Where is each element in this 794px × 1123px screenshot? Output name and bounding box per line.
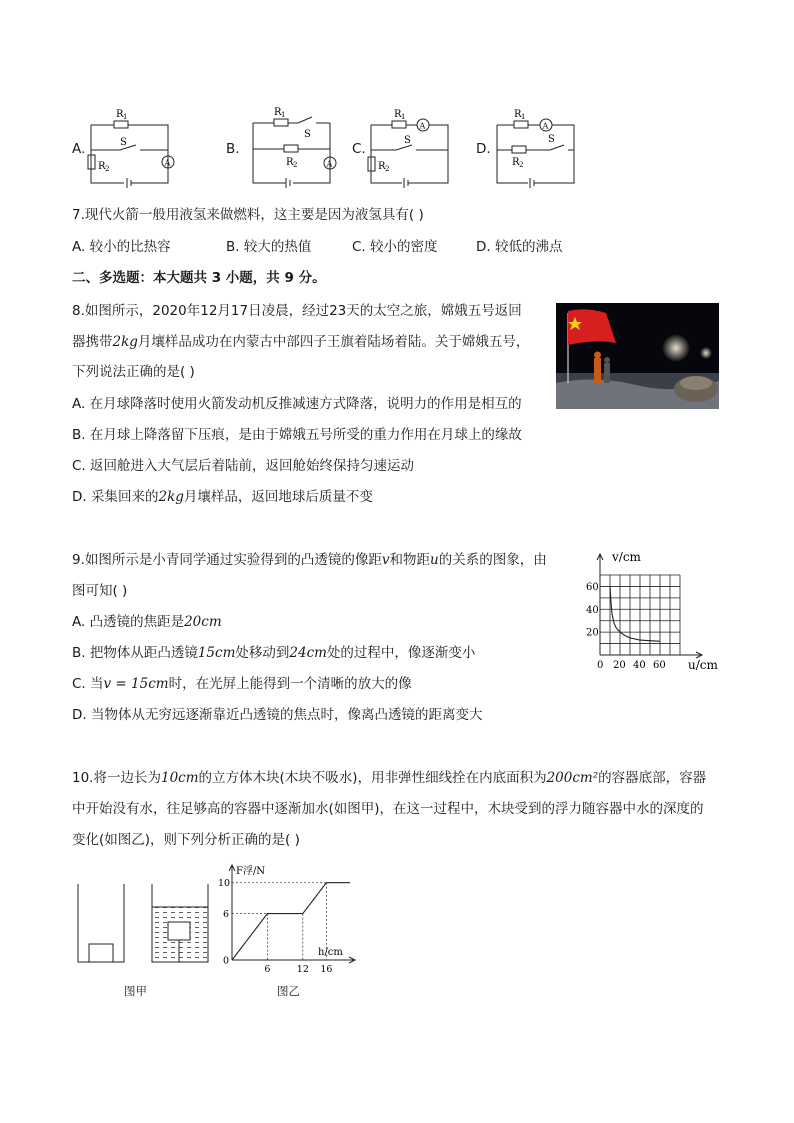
y-tick-label: 6	[223, 909, 230, 921]
circuit-a-label[interactable]: A.	[72, 141, 86, 157]
y-tick-label: 0	[223, 955, 230, 967]
x-tick-label: 6	[264, 964, 271, 972]
lens-ticks	[586, 582, 666, 671]
svg-text:2: 2	[105, 165, 110, 173]
svg-text:R: R	[514, 109, 522, 120]
q9-option-c[interactable]: C. 当v = 15cm时，在光屏上能得到一个清晰的放大的像	[72, 676, 412, 692]
circuit-b-label[interactable]: B.	[226, 141, 240, 157]
svg-text:1: 1	[401, 113, 406, 121]
q8-mass-value: 2kg	[112, 334, 138, 350]
q7-option-c[interactable]: C. 较小的密度	[352, 239, 438, 255]
figure-jia-caption: 图甲	[124, 984, 147, 998]
x-tick-label: 40	[633, 660, 646, 671]
q9-option-a[interactable]: A. 凸透镜的焦距是20cm	[72, 614, 222, 630]
q10-stem-line2: 中开始没有水，往足够高的容器中逐渐加水(如图甲)，在这一过程中，木块受到的浮力随容器中水的深度的	[72, 801, 704, 817]
circuit-b-diagram	[248, 105, 343, 190]
lens-chart	[578, 545, 728, 675]
x-tick-label: 16	[320, 964, 333, 972]
svg-text:R: R	[116, 109, 124, 120]
y-tick-label: 60	[586, 581, 599, 593]
x-tick-label: 12	[296, 964, 309, 972]
q7-option-b[interactable]: B. 较大的热值	[226, 239, 312, 255]
svg-text:S: S	[304, 129, 311, 140]
svg-text:A: A	[164, 158, 171, 168]
q9-option-b[interactable]: B. 把物体从距凸透镜15cm处移动到24cm处的过程中，像逐渐变小	[72, 645, 476, 661]
q7-option-d[interactable]: D. 较低的沸点	[476, 239, 563, 255]
svg-text:R: R	[274, 107, 282, 118]
lens-xlabel: u/cm	[688, 658, 718, 672]
buoy-guides	[232, 883, 326, 960]
svg-text:A: A	[542, 121, 549, 131]
svg-text:R: R	[394, 109, 402, 120]
q10-stem-line1: 10.将一边长为10cm的立方体木块(木块不吸水)，用非弹性细线拴在内底面积为200cm²的容器底部，容器	[72, 770, 707, 786]
buoy-ticks	[218, 878, 332, 972]
lens-axes	[597, 554, 702, 658]
container-figure	[74, 880, 214, 970]
svg-text:S: S	[120, 137, 127, 148]
section-heading: 二、多选题：本大题共 3 小题，共 9 分。	[72, 270, 326, 286]
q9-option-d: D. 当物体从无穷远逐渐靠近凸透镜的焦点时，像离凸透镜的距离变大	[72, 707, 483, 723]
lens-curve	[610, 586, 660, 641]
svg-text:R: R	[378, 161, 386, 172]
circuit-d-label[interactable]: D.	[476, 141, 491, 157]
y-tick-label: 20	[586, 627, 599, 639]
svg-text:R: R	[286, 157, 294, 168]
x-tick-label: 20	[613, 660, 626, 671]
q7-stem: 7.现代火箭一般用液氢来做燃料，这主要是因为液氢具有( )	[72, 207, 424, 223]
svg-text:A: A	[326, 159, 333, 169]
svg-text:2: 2	[293, 161, 298, 169]
circuit-d-diagram	[492, 105, 587, 190]
svg-text:2: 2	[385, 165, 390, 173]
buoy-xlabel: h/cm	[318, 947, 343, 958]
svg-text:1: 1	[123, 113, 128, 121]
q8-stem-line2: 器携带2kg月壤样品成功在内蒙古中部四子王旗着陆场着陆。关于嫦娥五号，	[72, 334, 530, 350]
q9-stem-line2: 图可知( )	[72, 583, 128, 599]
q8-stem-line3: 下列说法正确的是( )	[72, 364, 195, 380]
x-tick-label: 60	[653, 660, 666, 671]
svg-text:S: S	[548, 134, 555, 145]
svg-text:R: R	[512, 157, 520, 168]
q7-option-a[interactable]: A. 较小的比热容	[72, 239, 171, 255]
buoy-ylabel: F浮/N	[236, 866, 266, 877]
circuit-a-diagram	[86, 105, 181, 190]
landing-photo	[556, 303, 719, 409]
buoyancy-chart	[210, 862, 360, 972]
figure-yi-caption: 图乙	[277, 984, 300, 998]
q8-option-c[interactable]: C. 返回舱进入大气层后着陆前，返回舱始终保持匀速运动	[72, 458, 415, 474]
y-tick-label: 40	[586, 604, 599, 616]
svg-text:S: S	[404, 135, 411, 146]
svg-text:R: R	[98, 161, 106, 172]
y-tick-label: 10	[218, 878, 231, 890]
q8-stem-line1: 8.如图所示，2020年12月17日凌晨，经过23天的太空之旅，嫦娥五号返回	[72, 303, 522, 319]
svg-text:1: 1	[521, 113, 526, 121]
circuit-c-label[interactable]: C.	[352, 141, 366, 157]
circuit-c-diagram	[366, 105, 461, 190]
q8-option-b[interactable]: B. 在月球上降落留下压痕，是由于嫦娥五号所受的重力作用在月球上的缘故	[72, 427, 522, 443]
lens-ylabel: v/cm	[612, 550, 641, 564]
x-tick-label: 0	[597, 660, 604, 671]
q8-option-a[interactable]: A. 在月球降落时使用火箭发动机反推减速方式降落，说明力的作用是相互的	[72, 396, 522, 412]
q8-option-d[interactable]: D. 采集回来的2kg月壤样品，返回地球后质量不变	[72, 489, 373, 505]
svg-text:2: 2	[519, 161, 524, 169]
q10-stem-line3: 变化(如图乙)，则下列分析正确的是( )	[72, 832, 300, 848]
q9-stem-line1: 9.如图所示是小青同学通过实验得到的凸透镜的像距v和物距u的关系的图象，由	[72, 552, 547, 568]
svg-text:1: 1	[281, 111, 286, 119]
svg-text:A: A	[419, 121, 426, 131]
landing-photo-illustration	[556, 303, 719, 409]
